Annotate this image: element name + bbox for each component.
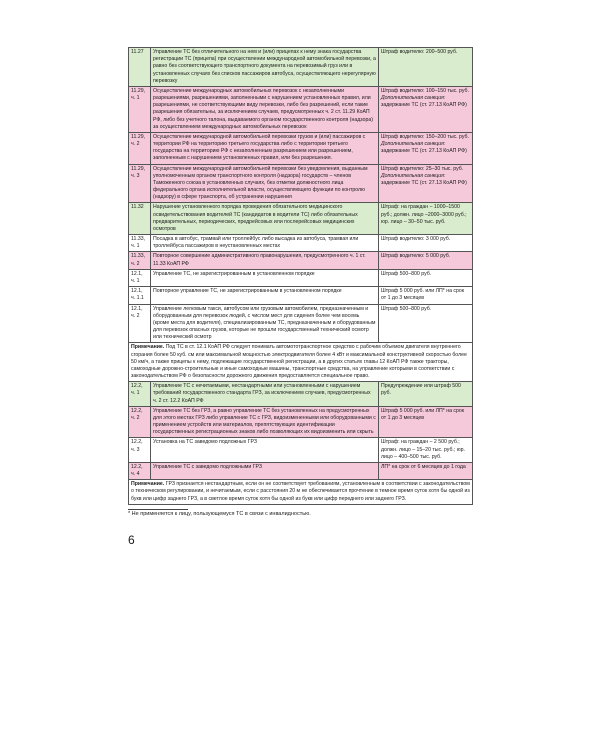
sanction-value: задержание ТС (ст. 27.13 КоАП РФ) bbox=[381, 148, 467, 155]
penalty-cell bbox=[379, 203, 473, 235]
penalty-text: Штраф 500–800 руб. bbox=[381, 270, 432, 277]
article-cell: 12.1, ч. 1.1 bbox=[129, 287, 151, 304]
article-cell: 12.1, ч. 2 bbox=[129, 304, 151, 343]
offense-cell: Повторное совершение административного правонарушения, предусмотренного ч. 1 ст. 11.33 КоАП РФ bbox=[151, 252, 379, 269]
table-row bbox=[129, 132, 473, 164]
penalty-cell bbox=[379, 132, 473, 164]
penalty-cell bbox=[379, 438, 473, 463]
sanction-text bbox=[381, 173, 470, 187]
table-row bbox=[129, 382, 473, 407]
offense-cell: Управление ТС, не зарегистрированным в установленном порядке bbox=[151, 269, 379, 286]
article-cell: 12.2, ч. 4 bbox=[129, 462, 151, 479]
penalty-text: Штраф водителю: 150–200 тыс. руб. bbox=[381, 133, 469, 140]
note-text: Под ТС в ст. 12.1 КоАП РФ следует понимать автомототранспортное средство с рабочим объемом двигателя внутреннего сгорания более 50 куб. см или максимальной мощностью электродвигателя более 4 кВт и максимальной конструктивной скоростью более 50 км/ч, а также прицепы к нему, подлежащие государственной регистрации, а в других статьях главы 12 КоАП РФ также тракторы, самоходные дорожно-строительные и иные самоходные машины, транспортные средства, на управление которыми в соответствии с законодательством РФ о безопасности дорожного движения предоставляется специальное право. bbox=[131, 344, 467, 380]
penalty-text: Штраф 500–800 руб. bbox=[381, 305, 432, 312]
penalty-cell bbox=[379, 382, 473, 407]
penalty-cell bbox=[379, 462, 473, 479]
penalty-cell bbox=[379, 406, 473, 438]
note-row bbox=[129, 480, 473, 505]
penalty-cell bbox=[379, 86, 473, 132]
footnote-divider bbox=[128, 509, 188, 510]
table-row bbox=[129, 438, 473, 463]
article-cell: 11.27 bbox=[129, 48, 151, 87]
sanction-value: задержание ТС (ст. 27.13 КоАП РФ) bbox=[381, 179, 467, 186]
table-row bbox=[129, 406, 473, 438]
penalty-text: Штраф: на граждан – 1000–1500 руб.; должн. лицо –2000–3000 руб.; юр. лицо – 30–50 тыс. руб. bbox=[381, 204, 467, 225]
table-row bbox=[129, 269, 473, 286]
sanction-label: Дополнительная санкция: bbox=[381, 141, 446, 148]
note-cell bbox=[129, 480, 473, 505]
note-label: Примечание. bbox=[131, 344, 165, 351]
fines-table bbox=[128, 47, 473, 505]
penalty-cell bbox=[379, 287, 473, 304]
penalty-text: Предупреждение или штраф 500 руб. bbox=[381, 383, 461, 397]
offense-cell: Управление ТС с заведомо подложными ГРЗ bbox=[151, 462, 379, 479]
penalty-cell bbox=[379, 164, 473, 203]
offense-cell: Управление ТС без отличительного на нем и (или) прицепах к нему знака государства регистрации ТС (прицепа) при осуществлении международной автомобильной перевозки, а равно без соответствующего транспортного документа на перевозимый груз или в установленных случаях без списков пассажиров автобуса, осуществляющего нерегулярную перевозку bbox=[151, 48, 379, 87]
penalty-text: ЛП* на срок от 6 месяцев до 1 года bbox=[381, 463, 466, 470]
penalty-cell bbox=[379, 252, 473, 269]
penalty-text: Штраф водителю: 5 000 руб. bbox=[381, 253, 451, 260]
table-row bbox=[129, 203, 473, 235]
penalty-text: Штраф водителю: 3 000 руб. bbox=[381, 236, 451, 243]
table-row bbox=[129, 235, 473, 252]
sanction-label: Дополнительная санкция: bbox=[381, 172, 446, 179]
penalty-text: Штраф водителю: 25–30 тыс. руб. bbox=[381, 165, 464, 172]
offense-cell: Управление ТС с нечитаемыми, нестандартными или установленными с нарушением требований государственного стандарта ГРЗ, за исключением случаев, предусмотренных ч. 2 ст. 12.2 КоАП РФ bbox=[151, 382, 379, 407]
article-cell: 11.29, ч. 3 bbox=[129, 164, 151, 203]
table-row bbox=[129, 86, 473, 132]
article-cell: 11.29, ч. 1 bbox=[129, 86, 151, 132]
article-cell: 12.2, ч. 3 bbox=[129, 438, 151, 463]
offense-cell: Осуществление международной автомобильной перевозки без уведомления, выданным уполномоченным органом транспортного контроля (надзора) государств – членов Таможенного союза в установленных случаях, без отметки должностного лица федерального органа исполнительной власти, осуществляющего функции по контролю (надзору) в сфере транспорта, об устранении нарушения bbox=[151, 164, 379, 203]
penalty-cell bbox=[379, 48, 473, 87]
article-cell: 11.29, ч. 2 bbox=[129, 132, 151, 164]
table-row bbox=[129, 287, 473, 304]
table-row bbox=[129, 462, 473, 479]
penalty-cell bbox=[379, 235, 473, 252]
table-row bbox=[129, 164, 473, 203]
sanction-text bbox=[381, 95, 470, 109]
table-row bbox=[129, 48, 473, 87]
penalty-cell bbox=[379, 304, 473, 343]
penalty-text: Штраф 5 000 руб. или ЛП* на срок от 1 до 3 месяцев bbox=[381, 407, 465, 421]
article-cell: 12.1, ч. 1 bbox=[129, 269, 151, 286]
sanction-label: Дополнительная санкция: bbox=[381, 95, 446, 102]
penalty-text: Штраф: на граждан – 2 500 руб.; должн. лицо – 15–20 тыс. руб.; юр. лицо – 400–500 тыс. руб. bbox=[381, 439, 465, 460]
sanction-text bbox=[381, 141, 470, 155]
offense-cell: Посадка в автобус, трамвай или троллейбус либо высадка из автобуса, трамвая или троллейбуса пассажиров в неустановленных местах bbox=[151, 235, 379, 252]
article-cell: 11.33, ч. 1 bbox=[129, 235, 151, 252]
note-row bbox=[129, 343, 473, 382]
note-cell bbox=[129, 343, 473, 382]
offense-cell: Осуществление международной автомобильной перевозки грузов и (или) пассажиров с территории РФ на территорию третьего государства либо с территории третьего государства на территорию РФ с незаполненным разрешением или разрешением, заполненным с нарушением установленных правил, или без разрешения. bbox=[151, 132, 379, 164]
article-cell: 11.32 bbox=[129, 203, 151, 235]
table-row bbox=[129, 304, 473, 343]
offense-cell: Управление ТС без ГРЗ, а равно управление ТС без установленных на предусмотренных для этого местах ГРЗ либо управление ТС с ГРЗ, видоизмененными или оборудованными с применением устройств или материалов, препятствующих идентификации государственных регистрационных знаков либо позволяющих их видоизменить или скрыть bbox=[151, 406, 379, 438]
offense-cell: Осуществление международных автомобильных перевозок с незаполненными разрешениями, разрешениями, заполненными с нарушением установленных правил, или разрешениями, не соответствующими виду перевозки, либо без разрешений, если такие разрешения обязательны, за исключением случаев, предусмотренных ч. 2 ст. 11.29 КоАП РФ, либо без учетного талона, выдаваемого органом государственного контроля (надзора) за осуществлением международных автомобильных перевозок bbox=[151, 86, 379, 132]
penalty-text: Штраф 5 000 руб. или ЛП* на срок от 1 до 3 месяцев bbox=[381, 288, 465, 302]
offense-cell: Установка на ТС заведомо подложных ГРЗ bbox=[151, 438, 379, 463]
offense-cell: Управление легковым такси, автобусом или грузовым автомобилем, предназначенным и оборудованным для перевозок людей, с числом мест для сидения более чем восемь (кроме места для водителя), специализированным ТС, предназначенным и оборудованным для перевозок опасных грузов, которые не прошли государственный технический осмотр или технический осмотр bbox=[151, 304, 379, 343]
offense-cell: Повторное управление ТС, не зарегистрированным в установленном порядке bbox=[151, 287, 379, 304]
table-row bbox=[129, 252, 473, 269]
article-cell: 11.33, ч. 2 bbox=[129, 252, 151, 269]
footnote: * Не применяется к лицу, пользующемуся ТС в связи с инвалидностью. bbox=[128, 511, 311, 517]
sanction-value: задержание ТС (ст. 27.13 КоАП РФ) bbox=[381, 102, 467, 109]
note-text: ГРЗ признается нестандартным, если он не соответствует требованиям, установленным в соответствии с законодательством о техническом регулировании, и нечитаемым, если с расстояния 20 м не обеспечивается прочтение в темное время суток хотя бы одной из букв или цифр заднего ГРЗ, а в светлое время суток хотя бы одной из букв или цифр переднего или заднего ГРЗ. bbox=[131, 481, 470, 502]
note-label: Примечание. bbox=[131, 481, 165, 488]
penalty-cell bbox=[379, 269, 473, 286]
penalty-text: Штраф водителю: 200–500 руб. bbox=[381, 49, 458, 55]
article-cell: 12.2, ч. 1 bbox=[129, 382, 151, 407]
offense-cell: Нарушение установленного порядка проведения обязательного медицинского освидетельствования водителей ТС (кандидатов в водители ТС) либо обязательных предварительных, периодических, предрейсовых или послерейсовых медицинских осмотров bbox=[151, 203, 379, 235]
page-number: 6 bbox=[128, 533, 135, 547]
penalty-text: Штраф водителю: 100–150 тыс. руб. bbox=[381, 87, 469, 94]
article-cell: 12.2, ч. 2 bbox=[129, 406, 151, 438]
